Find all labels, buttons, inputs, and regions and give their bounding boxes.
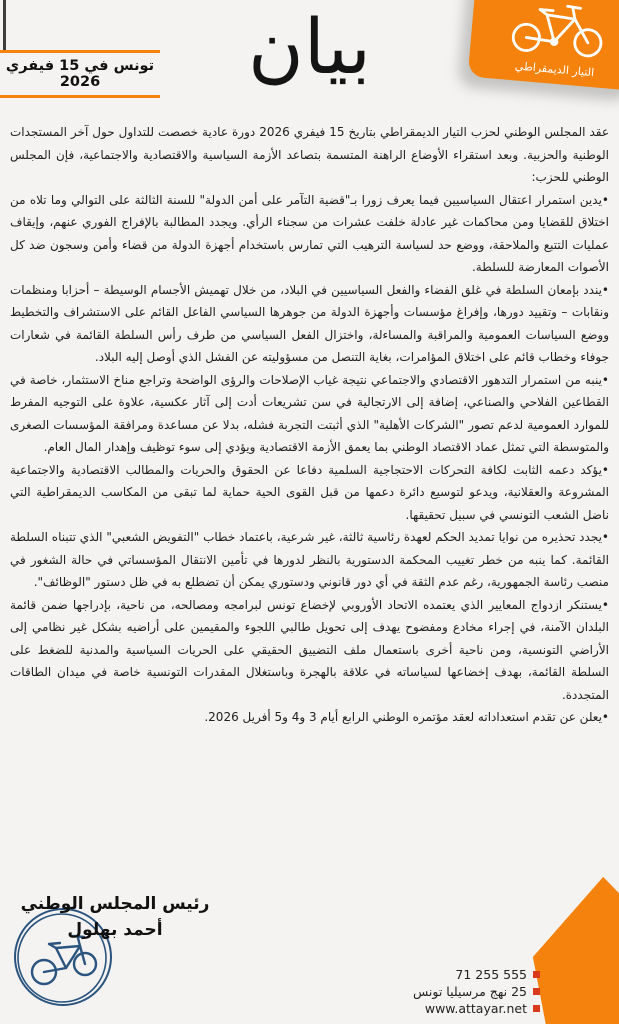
date-text: تونس في 15 فيفري 2026 bbox=[5, 58, 155, 90]
bicycle-logo-icon bbox=[503, 0, 612, 65]
phone-number: 71 255 555 bbox=[455, 967, 527, 982]
red-square-bullet-icon bbox=[533, 971, 540, 978]
party-name-label: التيار الديمقراطي bbox=[514, 59, 595, 80]
website-row bbox=[425, 1001, 540, 1016]
bullet-paragraph: •يدين استمرار اعتقال السياسيين فيما يعرف زورا بـ"قضية التآمر على أمن الدولة" للسنة الثالثة على التوالي وما تلاه من اختلاق للقضايا ومن محاكمات غير عادلة خلفت عشرات من سجناء الرأي. ويجدد المطالبة بالإفراج الفوري عنهم، وإيقاف عمليات التتبع والملاحقة، ووضع حد لسياسة الترهيب التي تمارس باستخدام أجهزة الدولة من قضاء وأمن وسجون ضد كل الأصوات المعارضة للسلطة. bbox=[10, 192, 609, 274]
address-row bbox=[413, 984, 540, 999]
bullet-paragraph: •يجدد تحذيره من نوايا تمديد الحكم لعهدة رئاسية ثالثة، غير شرعية، باعتماد خطاب "التفويض الشعبي" الذي تتبناه السلطة القائمة. كما ينبه من خطر تغييب المحكمة الدستورية بالنظر لدورها في تأمين الانتقال المؤسساتي في حالة الشغور في منصب رئاسة الجمهورية، رغم عدم الثقة في أي دور قانوني ودستوري يمكن أن تضطلع به في ظل دستور "الوظائف". bbox=[10, 530, 609, 589]
intro-paragraph: عقد المجلس الوطني لحزب التيار الديمقراطي بتاريخ 15 فيفري 2026 دورة عادية خصصت للتداول حول آخر المستجدات الوطنية والحزبية. وبعد استقراء الأوضاع الراهنة المتسمة بتصاعد الأزمة السياسية والاقتصادية والاجتماعية، فإن المجلس الوطني للحزب: bbox=[10, 125, 609, 184]
bullet-paragraph: •يندد بإمعان السلطة في غلق الفضاء والفعل السياسيين في البلاد، من خلال تهميش الأجسام الوسيطة – أحزابا ومنظمات ونقابات – وتقييد دورها، وإفراغ مؤسسات وأجهزة الدولة من جوهرها السياسي الفاعل القائم على الاستشراف والتخطيط ووضع السياسات العمومية والمراقبة والمساءلة، واختزال الفعل السياسي من طرف رأس السلطة القائمة في شعارات جوفاء وخطاب قائم على اختلاق المؤامرات، بغاية التنصل من مسؤوليته عن الفشل الذي أوصل إليه البلاد. bbox=[10, 282, 609, 364]
statement-body bbox=[10, 121, 609, 729]
website-url: www.attayar.net bbox=[424, 1001, 527, 1016]
bullet-paragraph: •يؤكد دعمه الثابت لكافة التحركات الاحتجاجية السلمية دفاعا عن الحقوق والحريات والمطالب الاقتصادية والاجتماعية المشروعة والعقلانية، ويدعو لتوسيع دائرة دعمها من قبل القوى الحية حماية لما تبقى من المكاسب الديمقراطية التي ناضل الشعب التونسي في سبيل تحقيقها. bbox=[10, 462, 609, 522]
statement-title: بيان bbox=[247, 2, 372, 91]
red-square-bullet-icon bbox=[533, 988, 540, 995]
signer-role: رئيس المجلس الوطني bbox=[20, 894, 210, 914]
bullet-paragraph: •يعلن عن تقدم استعداداته لعقد مؤتمره الوطني الرابع أيام 3 و4 و5 أفريل 2026. bbox=[204, 710, 609, 724]
red-square-bullet-icon bbox=[533, 1005, 540, 1012]
party-logo-badge bbox=[468, 0, 619, 91]
bullet-paragraph: •ينبه من استمرار التدهور الاقتصادي والاجتماعي نتيجة غياب الإصلاحات والرؤى الواضحة وتراجع مناخ الاستثمار، خاصة في القطاعين الفلاحي والصناعي، إضافة إلى الارتجالية في سن تشريعات أدت إلى آثار عكسية، علاوة على التوجيه المفرط للموارد العمومية لدعم تصور "الشركات الأهلية" الذي أثبتت التجربة فشله، بدلا عن مساعدة ومرافقة المؤسسات الصغرى والمتوسطة التي تمثل عماد الاقتصاد الوطني بما يعمق الأزمة الاقتصادية ويؤدي إلى سوء توظيف وإهدار المال العام. bbox=[10, 372, 609, 454]
signer-name: أحمد بهلول bbox=[67, 920, 163, 940]
bullet-paragraph: •يستنكر ازدواج المعايير الذي يعتمده الاتحاد الأوروبي لإخضاع تونس لبرامجه ومصالحه، من ناحية، بإدراجها ضمن قائمة البلدان الآمنة، في إجراء مخادع ومفضوح يهدف إلى تحويل طالبي اللجوء والمقيمين على أراضيه بشكل غير نظامي إلى الأراضي التونسية، ومن ناحية أخرى باستعمال ملف التضييق الحقيقي على الحريات السياسية والمدنية للضغط على السلطة القائمة، بهدف إخضاعها لسياساته في علاقة بالهجرة وباستغلال المقدرات التونسية خاصة في ميدان الطاقات المتجددة. bbox=[10, 597, 609, 702]
signature-block bbox=[15, 891, 215, 943]
phone-row bbox=[455, 967, 540, 982]
address-text: 25 نهج مرسيليا تونس bbox=[412, 984, 527, 999]
contact-footer bbox=[413, 967, 540, 1016]
